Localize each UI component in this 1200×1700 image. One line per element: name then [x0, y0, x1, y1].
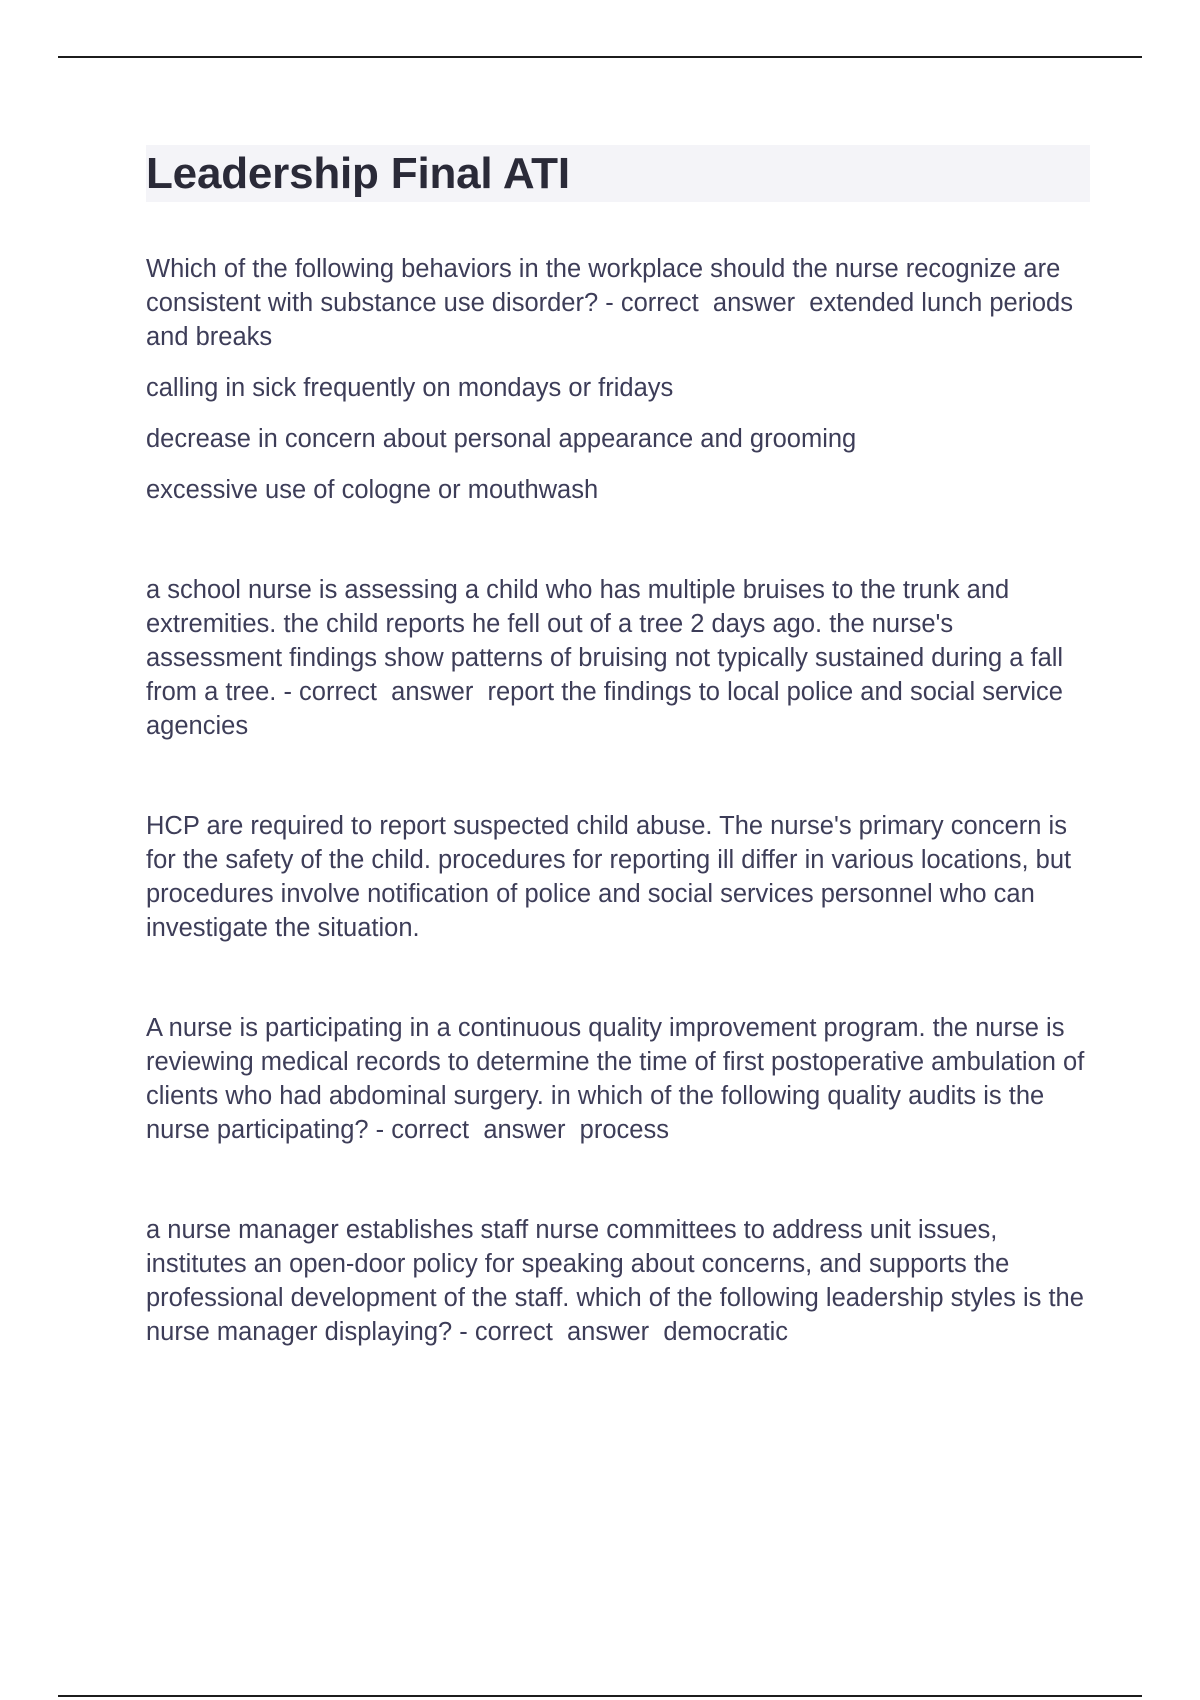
answer-line: calling in sick frequently on mondays or fridays — [146, 374, 674, 402]
bottom-divider — [58, 1695, 1142, 1697]
document-body — [146, 145, 1090, 1349]
question-paragraph: Which of the following behaviors in the workplace should the nurse recognize are consistent with substance use disorder? - correct answer extended lunch periods and breaks — [146, 255, 1081, 351]
question-paragraph: a nurse manager establishes staff nurse committees to address unit issues, institutes an open-door policy for speaking about concerns, and supports the professional development of the staff. which of the following leadership styles is the nurse manager displaying? - correct answer democratic — [146, 1216, 1091, 1346]
answer-line: excessive use of cologne or mouthwash — [146, 476, 599, 504]
page-title: Leadership Final ATI — [146, 148, 570, 198]
question-paragraph: a school nurse is assessing a child who has multiple bruises to the trunk and extremities. the child reports he fell out of a tree 2 days ago. the nurse's assessment findings show patterns of bruising not typically sustained during a fall from a tree. - correct answer report the findings to local police and social service agencies — [146, 576, 1071, 740]
answer-line: decrease in concern about personal appearance and grooming — [146, 425, 857, 453]
rationale-paragraph: HCP are required to report suspected child abuse. The nurse's primary concern is for the safety of the child. procedures for reporting ill differ in various locations, but procedures involve notification of police and social services personnel who can investigate the situation. — [146, 812, 1072, 942]
question-paragraph: A nurse is participating in a continuous quality improvement program. the nurse is reviewing medical records to determine the time of first postoperative ambulation of clients who had abdominal surgery. in which of the following quality audits is the nurse participating? - correct answer process — [146, 1014, 1092, 1144]
top-divider — [58, 56, 1142, 58]
title-band — [146, 145, 1090, 202]
